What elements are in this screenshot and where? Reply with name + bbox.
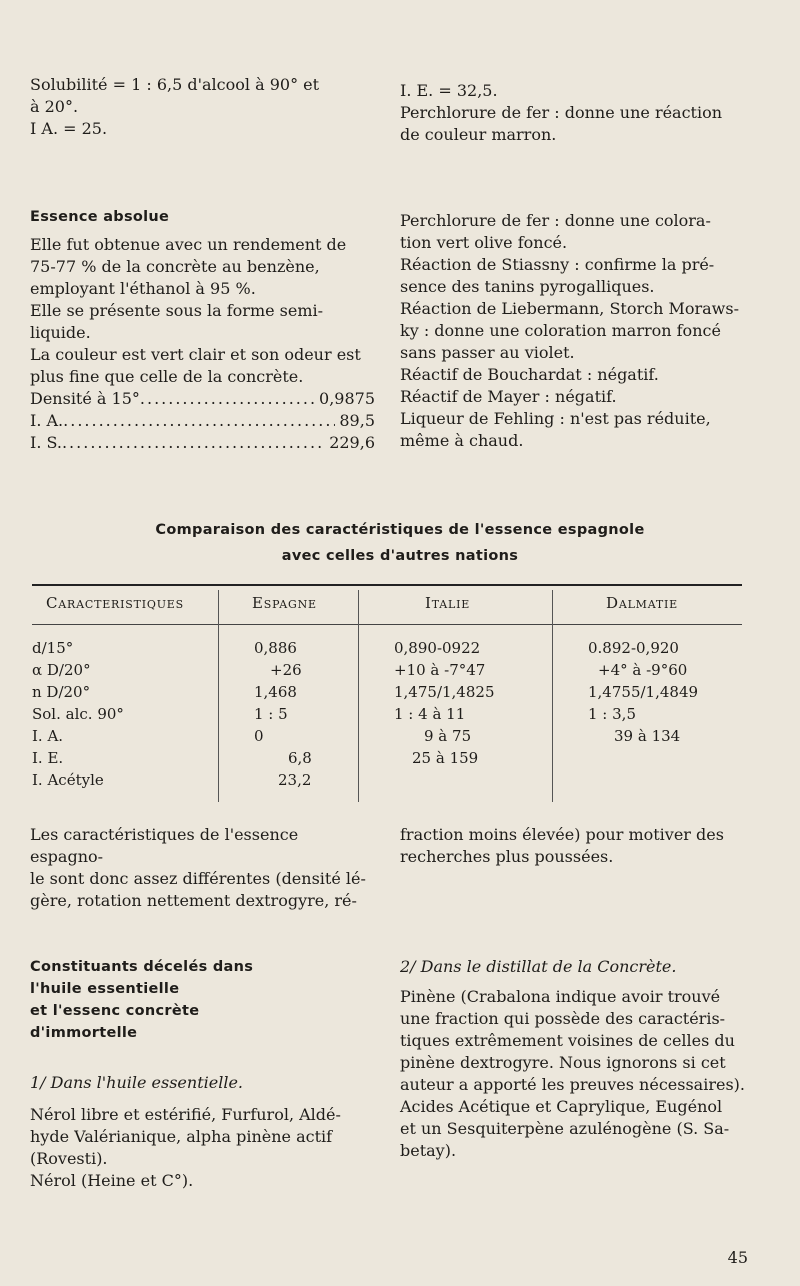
text-line: une fraction qui possède des caractéris-: [400, 1009, 726, 1028]
table-cell: 1 : 5: [254, 705, 288, 723]
table-cell: 1,4755/1,4849: [588, 683, 699, 701]
text-line: Réaction de Stiassny : confirme la pré-: [400, 255, 715, 274]
table-cell: 0.892-0,920: [588, 639, 679, 657]
table-cell: 0: [254, 727, 264, 745]
table-cell: 1 : 3,5: [588, 705, 636, 723]
comparison-title-line1: Comparaison des caractéristiques de l'essence espagnole: [155, 522, 645, 538]
text-line: à 20°.: [30, 97, 79, 116]
column-divider: [552, 590, 553, 802]
subsection-title: 2/ Dans le distillat de la Concrète.: [400, 957, 677, 976]
section-heading: l'huile essentielle: [30, 981, 180, 997]
column-divider: [218, 590, 219, 802]
table-cell: 23,2: [278, 771, 312, 789]
table-cell: +4° à -9°60: [598, 661, 688, 679]
text-line: I A. = 25.: [30, 119, 108, 138]
section-heading: Constituants décelés dans: [30, 959, 254, 975]
table-cell: +10 à -7°47: [394, 661, 486, 679]
essence-absolue-section: [30, 206, 375, 454]
table-cell: +26: [270, 661, 302, 679]
property-value: 0,9875: [319, 389, 375, 408]
property-label: I. A.: [30, 411, 64, 430]
text-line: (Rovesti).: [30, 1149, 108, 1168]
dot-leader: [140, 388, 315, 410]
table-cell: α D/20°: [32, 661, 91, 679]
table-cell: Sol. alc. 90°: [32, 705, 124, 723]
solubility-block: [30, 74, 375, 140]
table-cell: d/15°: [32, 639, 74, 657]
conclusion-left: [30, 824, 375, 912]
table-cell: I. A.: [32, 727, 64, 745]
text-line: Réactif de Bouchardat : négatif.: [400, 365, 659, 384]
property-row: [30, 388, 375, 410]
text-line: Les caractéristiques de l'essence espagno-: [30, 825, 299, 866]
header-espagne: Espagne: [252, 594, 317, 612]
text-line: Solubilité = 1 : 6,5 d'alcool à 90° et: [30, 75, 320, 94]
text-line: plus fine que celle de la concrète.: [30, 367, 304, 386]
text-line: fraction moins élevée) pour motiver des: [400, 825, 724, 844]
distillat-section: [400, 956, 748, 1162]
text-line: Liqueur de Fehling : n'est pas réduite,: [400, 409, 711, 428]
table-cell: I. E.: [32, 749, 64, 767]
table-cell: 9 à 75: [424, 727, 472, 745]
constituants-section: [30, 956, 375, 1192]
subsection-title: 1/ Dans l'huile essentielle.: [30, 1073, 244, 1092]
text-line: Pinène (Crabalona indique avoir trouvé: [400, 987, 721, 1006]
text-line: Réactif de Mayer : négatif.: [400, 387, 617, 406]
table-cell: 1,475/1,4825: [394, 683, 495, 701]
text-line: hyde Valérianique, alpha pinène actif: [30, 1127, 333, 1146]
text-line: Perchlorure de fer : donne une colora-: [400, 211, 711, 230]
section-heading: et l'essenc concrète: [30, 1003, 200, 1019]
text-line: Perchlorure de fer : donne une réaction: [400, 103, 723, 122]
text-line: de couleur marron.: [400, 125, 557, 144]
text-line: sans passer au violet.: [400, 343, 575, 362]
text-line: et un Sesquiterpène azulénogène (S. Sa-: [400, 1119, 730, 1138]
table-cell: n D/20°: [32, 683, 91, 701]
text-line: 75-77 % de la concrète au benzène,: [30, 257, 320, 276]
text-line: gère, rotation nettement dextrogyre, ré-: [30, 891, 357, 910]
text-line: Nérol (Heine et C°).: [30, 1171, 194, 1190]
table-cell: 25 à 159: [412, 749, 479, 767]
table-cell: 0,890-0922: [394, 639, 481, 657]
text-line: Acides Acétique et Caprylique, Eugénol: [400, 1097, 723, 1116]
dot-leader: [63, 410, 335, 432]
page-number: 45: [727, 1248, 748, 1267]
table-cell: I. Acétyle: [32, 771, 104, 789]
header-dalmatie: Dalmatie: [606, 594, 678, 612]
column-divider: [358, 590, 359, 802]
property-row: [30, 432, 375, 454]
text-line: employant l'éthanol à 95 %.: [30, 279, 256, 298]
text-line: Réaction de Liebermann, Storch Moraws-: [400, 299, 739, 318]
table-cell: 6,8: [288, 749, 312, 767]
table-cell: 1 : 4 à 11: [394, 705, 466, 723]
comparison-title-line2: avec celles d'autres nations: [281, 548, 519, 564]
text-line: Elle fut obtenue avec un rendement de: [30, 235, 347, 254]
section-heading: d'immortelle: [30, 1025, 138, 1041]
text-line: I. E. = 32,5.: [400, 81, 498, 100]
ie-block: [400, 80, 748, 146]
section-heading: Essence absolue: [30, 209, 170, 225]
text-line: tion vert olive foncé.: [400, 233, 568, 252]
text-line: ky : donne une coloration marron foncé: [400, 321, 721, 340]
table-top-rule: [32, 584, 742, 586]
property-value: 229,6: [329, 433, 375, 452]
text-line: tiques extrêmement voisines de celles du: [400, 1031, 735, 1050]
text-line: auteur a apporté les preuves nécessaires).: [400, 1075, 745, 1094]
text-line: liquide.: [30, 323, 91, 342]
property-row: [30, 410, 375, 432]
table-cell: 39 à 134: [614, 727, 681, 745]
property-label: Densité à 15°: [30, 389, 140, 408]
text-line: même à chaud.: [400, 431, 524, 450]
property-value: 89,5: [339, 411, 375, 430]
text-line: le sont donc assez différentes (densité lé-: [30, 869, 366, 888]
header-caracteristiques: Caracteristiques: [46, 594, 184, 612]
text-line: sence des tanins pyrogalliques.: [400, 277, 655, 296]
text-line: betay).: [400, 1141, 457, 1160]
table-cell: 0,886: [254, 639, 297, 657]
reactions-block: [400, 210, 748, 452]
property-label: I. S.: [30, 433, 62, 452]
table-header-rule: [32, 624, 742, 625]
text-line: pinène dextrogyre. Nous ignorons si cet: [400, 1053, 726, 1072]
text-line: Elle se présente sous la forme semi-: [30, 301, 324, 320]
text-line: La couleur est vert clair et son odeur est: [30, 345, 361, 364]
text-line: Nérol libre et estérifié, Furfurol, Aldé-: [30, 1105, 341, 1124]
text-line: recherches plus poussées.: [400, 847, 614, 866]
table-cell: 1,468: [254, 683, 297, 701]
header-italie: Italie: [425, 594, 471, 612]
dot-leader: [62, 432, 325, 454]
conclusion-right: [400, 824, 748, 868]
